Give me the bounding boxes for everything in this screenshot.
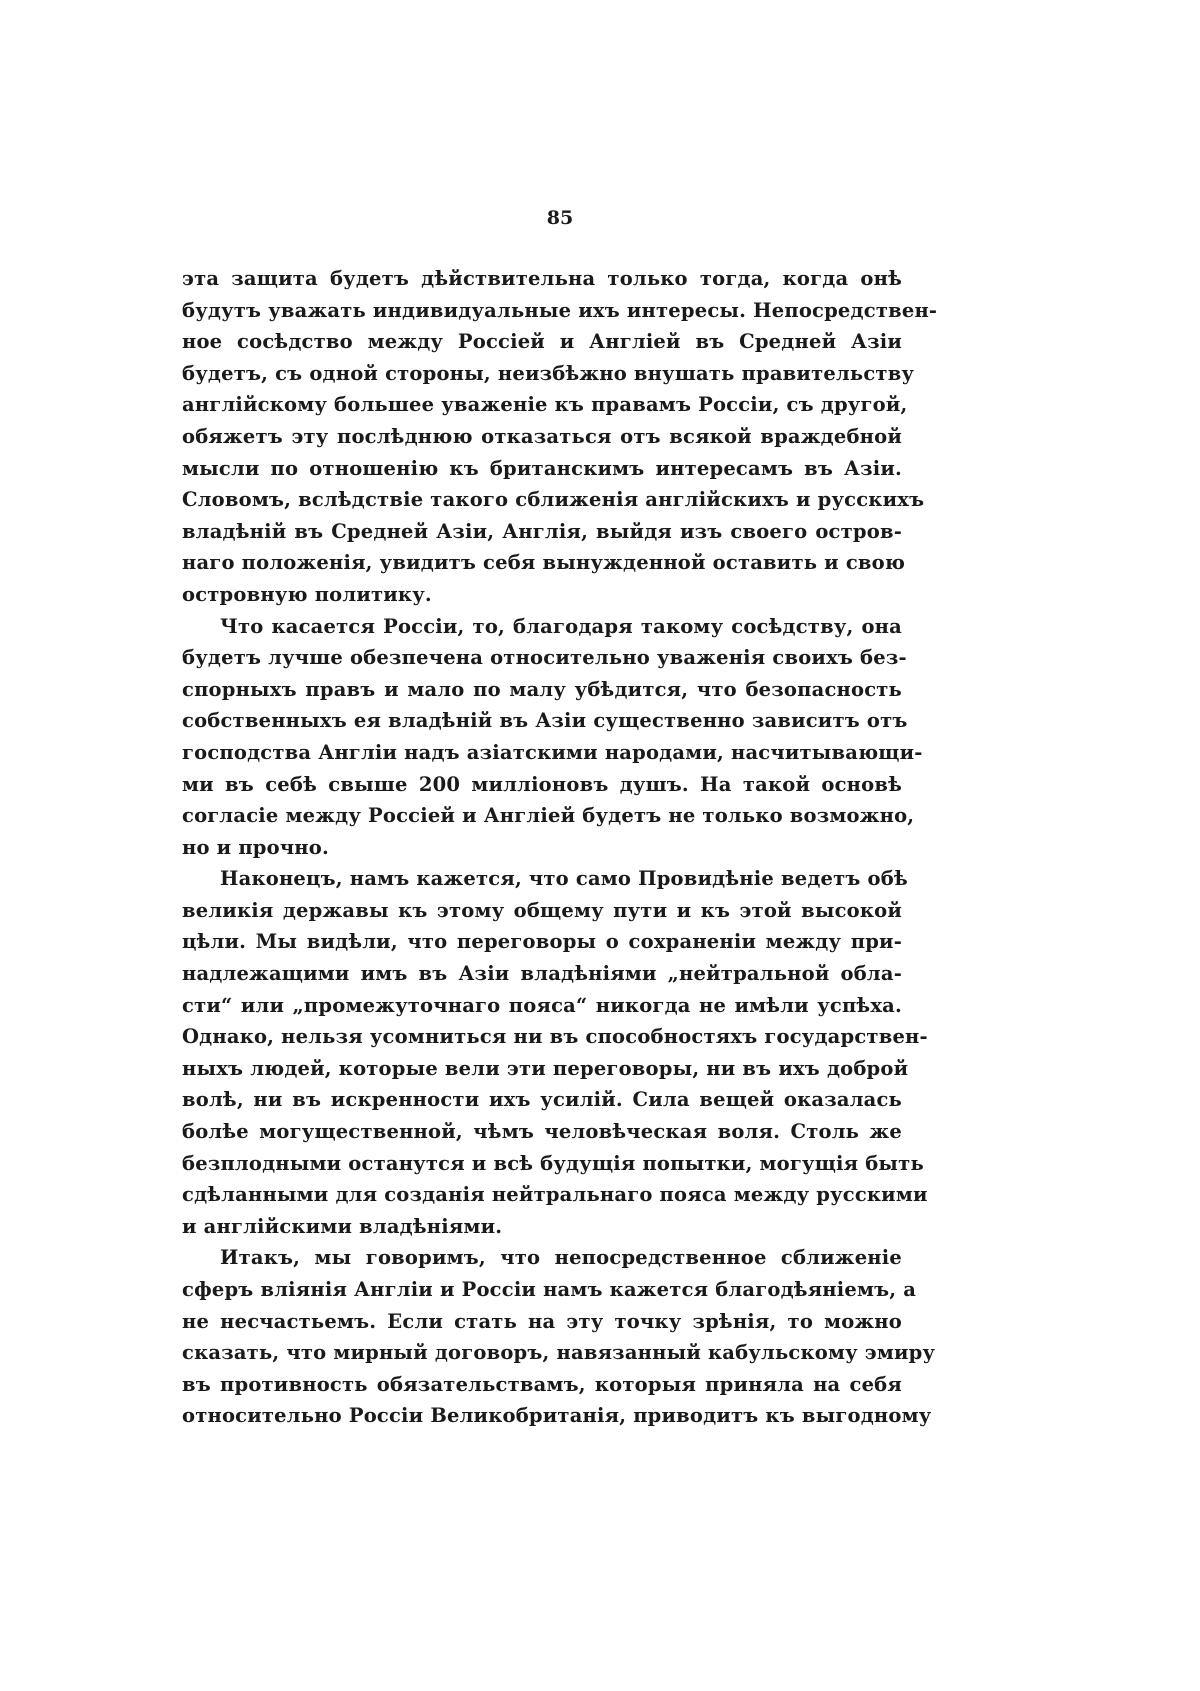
text-line: надлежащими имъ въ Азіи владѣніями „нейтральной обла-	[182, 962, 902, 986]
text-line: Наконецъ, намъ кажется, что само Провидѣніе ведетъ обѣ	[220, 867, 908, 891]
text-line: англійскому большее уваженіе къ правамъ Россіи, съ другой,	[182, 393, 908, 417]
text-line: великія державы къ этому общему пути и къ этой высокой	[182, 898, 902, 922]
text-line: согласіе между Россіей и Англіей будетъ не только возможно,	[182, 804, 915, 828]
text-line: и англійскими владѣніями.	[182, 1214, 503, 1238]
text-line: ныхъ людей, которые вели эти переговоры, ни въ ихъ доброй	[182, 1056, 909, 1080]
text-line: Что касается Россіи, то, благодаря такому сосѣдству, она	[220, 614, 902, 638]
text-line: Однако, нельзя усомниться ни въ способностяхъ государствен-	[182, 1025, 928, 1049]
text-line: владѣній въ Средней Азіи, Англія, выйдя изъ своего остров-	[182, 519, 902, 543]
text-line: Словомъ, вслѣдствіе такого сближенія англійскихъ и русскихъ	[182, 488, 925, 512]
text-line: островную политику.	[182, 582, 432, 606]
text-line: цѣли. Мы видѣли, что переговоры о сохраненіи между при-	[182, 930, 902, 954]
text-line: въ противность обязательствамъ, которыя приняла на себя	[182, 1372, 902, 1396]
text-line: Итакъ, мы говоримъ, что непосредственное сближеніе	[220, 1246, 902, 1270]
text-line: но и прочно.	[182, 835, 329, 859]
page-number: 85	[546, 207, 574, 229]
text-line: обяжетъ эту послѣднюю отказаться отъ всякой враждебной	[182, 424, 902, 448]
text-line: собственныхъ ея владѣній въ Азіи существенно зависитъ отъ	[182, 709, 908, 733]
text-line: болѣе могущественной, чѣмъ человѣческая воля. Столь же	[182, 1120, 902, 1144]
text-line: сти“ или „промежуточнаго пояса“ никогда не имѣли успѣха.	[182, 993, 902, 1017]
text-line: наго положенія, увидитъ себя вынужденной оставить и свою	[182, 551, 906, 575]
text-line: относительно Россіи Великобританія, приводитъ къ выгодному	[182, 1404, 932, 1428]
text-line: мысли по отношенію къ британскимъ интересамъ въ Азіи.	[182, 456, 902, 480]
text-line: спорныхъ правъ и мало по малу убѣдится, что безопасность	[182, 677, 902, 701]
paragraph-3	[182, 863, 928, 1242]
text-line: господства Англіи надъ азіатскими народами, насчитывающи-	[182, 740, 923, 764]
text-line: будутъ уважать индивидуальные ихъ интересы. Непосредствен-	[182, 298, 938, 322]
text-line: волѣ, ни въ искренности ихъ усилій. Сила вещей оказалась	[182, 1088, 902, 1112]
paragraph-1	[182, 263, 938, 611]
text-line: сказать, что мирный договоръ, навязанный кабульскому эмиру	[182, 1341, 936, 1365]
text-line: сферъ вліянія Англіи и Россіи намъ кажется благодѣяніемъ, а	[182, 1278, 917, 1301]
text-line: сдѣланными для созданія нейтральнаго пояса между русскими	[182, 1183, 928, 1207]
text-line: ми въ себѣ свыше 200 милліоновъ душъ. На такой основѣ	[182, 772, 902, 796]
paragraph-4	[182, 1242, 936, 1432]
text-line: будетъ лучше обезпечена относительно уваженія своихъ без-	[182, 646, 907, 670]
text-line: ное сосѣдство между Россіей и Англіей въ Средней Азіи	[182, 330, 902, 354]
text-line: эта защита будетъ дѣйствительна только тогда, когда онѣ	[182, 267, 902, 290]
text-line: безплодными останутся и всѣ будущія попытки, могущія быть	[182, 1151, 924, 1175]
paragraph-2	[182, 611, 923, 864]
text-line: будетъ, съ одной стороны, неизбѣжно внушать правительству	[182, 361, 915, 385]
text-line: не несчастьемъ. Если стать на эту точку зрѣнія, то можно	[182, 1309, 902, 1333]
body-text	[182, 263, 938, 1432]
